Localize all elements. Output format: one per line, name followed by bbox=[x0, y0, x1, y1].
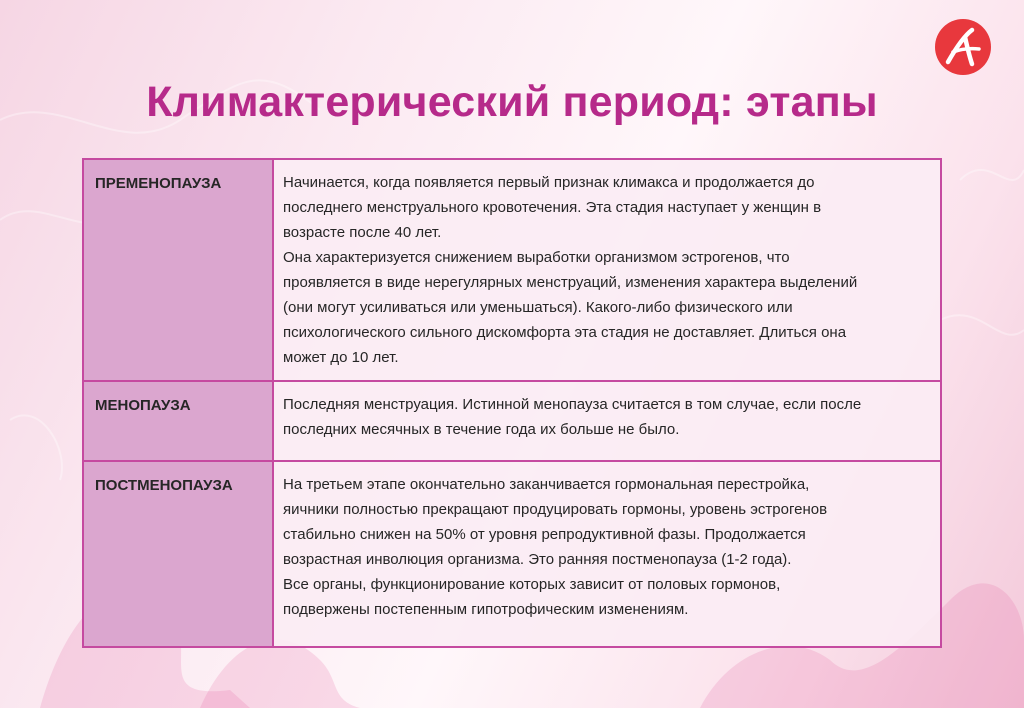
page-title: Климактерический период: этапы bbox=[146, 78, 878, 126]
table-row bbox=[83, 159, 941, 381]
stages-table bbox=[82, 158, 942, 648]
description-line: возрастная инволюция организма. Это ранняя постменопауза (1-2 года). bbox=[283, 551, 792, 568]
description-line: психологического сильного дискомфорта эта стадия не доставляет. Длиться она bbox=[283, 324, 847, 341]
description-line: подвержены постепенным гипотрофическим изменениям. bbox=[283, 601, 689, 618]
description-line: последних месячных в течение года их больше не было. bbox=[283, 421, 680, 438]
description-line: Она характеризуется снижением выработки организмом эстрогенов, что bbox=[283, 249, 790, 266]
description-line: Все органы, функционирование которых зависит от половых гормонов, bbox=[283, 576, 781, 593]
stage-description-premenopause bbox=[273, 159, 941, 381]
description-line: На третьем этапе окончательно заканчивается гормональная перестройка, bbox=[283, 476, 810, 493]
description-line: проявляется в виде нерегулярных менструаций, изменения характера выделений bbox=[283, 274, 858, 291]
stage-name-menopause: МЕНОПАУЗА bbox=[83, 381, 273, 461]
stage-name-postmenopause: ПОСТМЕНОПАУЗА bbox=[83, 461, 273, 647]
table-row bbox=[83, 381, 941, 461]
table-row bbox=[83, 461, 941, 647]
description-line: яичники полностью прекращают продуцировать гормоны, уровень эстрогенов bbox=[283, 501, 828, 518]
description-line: Последняя менструация. Истинной менопауза считается в том случае, если после bbox=[283, 396, 862, 413]
stage-name-premenopause: ПРЕМЕНОПАУЗА bbox=[83, 159, 273, 381]
description-line: может до 10 лет. bbox=[283, 349, 399, 366]
stylized-letter-a-logo-icon bbox=[934, 18, 992, 76]
description-line: (они могут усиливаться или уменьшаться). Какого-либо физического или bbox=[283, 299, 793, 316]
description-line: Начинается, когда появляется первый признак климакса и продолжается до bbox=[283, 174, 815, 191]
stage-description-postmenopause bbox=[273, 461, 941, 647]
stage-description-menopause bbox=[273, 381, 941, 461]
description-line: последнего менструального кровотечения. Эта стадия наступает у женщин в bbox=[283, 199, 822, 216]
description-line: стабильно снижен на 50% от уровня репродуктивной фазы. Продолжается bbox=[283, 526, 806, 543]
description-line: возрасте после 40 лет. bbox=[283, 224, 442, 241]
